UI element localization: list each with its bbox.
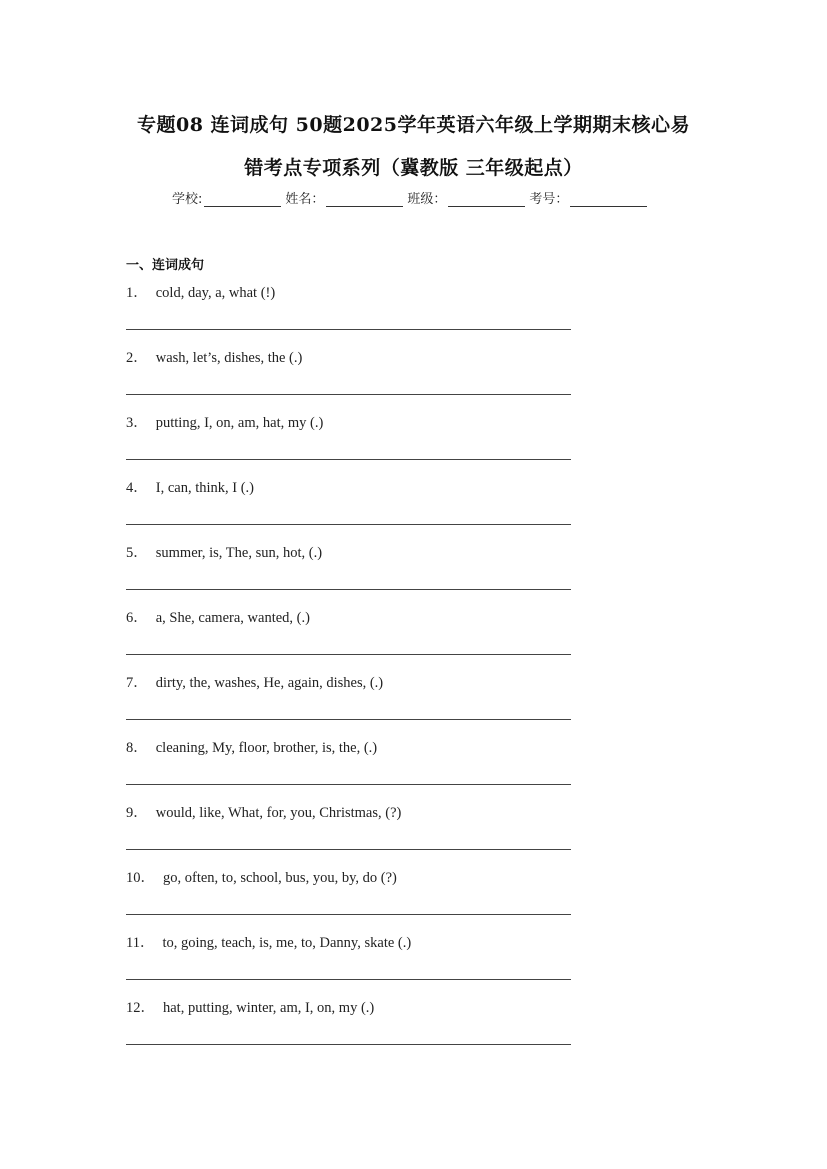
question-number: 11． <box>126 935 155 951</box>
name-label: 姓名： <box>285 192 325 207</box>
page-title-line-2: 错考点专项系列（冀教版 三年级起点） <box>244 157 583 179</box>
question-number: 10． <box>126 870 155 886</box>
question-text <box>126 931 411 952</box>
question-number: 1． <box>126 285 148 301</box>
question-text <box>126 346 302 367</box>
answer-line[interactable] <box>126 459 571 460</box>
exam-number-label: 考号： <box>529 192 569 207</box>
answer-line[interactable] <box>126 654 571 655</box>
question-text <box>126 671 383 692</box>
question-item <box>126 476 586 541</box>
question-item <box>126 346 586 411</box>
question-number: 2． <box>126 350 148 366</box>
question-number: 4． <box>126 480 148 496</box>
student-info-row <box>172 188 651 207</box>
school-label: 学校: <box>172 192 203 207</box>
answer-line[interactable] <box>126 394 571 395</box>
answer-line[interactable] <box>126 914 571 915</box>
question-item <box>126 606 586 671</box>
question-text <box>126 476 254 497</box>
question-words: cleaning, My, floor, brother, is, the, (.) <box>155 740 378 756</box>
question-number: 6． <box>126 610 148 626</box>
question-words: go, often, to, school, bus, you, by, do (?) <box>163 870 397 886</box>
question-text <box>126 996 374 1017</box>
school-blank[interactable] <box>204 192 281 207</box>
question-item <box>126 801 586 866</box>
question-item <box>126 411 586 476</box>
school-field <box>172 188 283 207</box>
answer-line[interactable] <box>126 979 571 980</box>
question-words: hat, putting, winter, am, I, on, my (.) <box>163 1000 375 1016</box>
question-text <box>126 866 397 887</box>
question-words: a, She, camera, wanted, (.) <box>155 610 310 626</box>
question-number: 3． <box>126 415 148 431</box>
question-number: 7． <box>126 675 148 691</box>
question-text <box>126 411 323 432</box>
question-item <box>126 671 586 736</box>
question-item <box>126 866 586 931</box>
answer-line[interactable] <box>126 524 571 525</box>
class-field <box>407 188 527 207</box>
question-words: dirty, the, washes, He, again, dishes, (.) <box>155 675 384 691</box>
question-words: I, can, think, I (.) <box>155 480 254 496</box>
exam-number-blank[interactable] <box>570 192 647 207</box>
exam-number-field <box>529 188 649 207</box>
answer-line[interactable] <box>126 329 571 330</box>
question-text <box>126 541 322 562</box>
class-blank[interactable] <box>448 192 525 207</box>
answer-line[interactable] <box>126 1044 571 1045</box>
section-heading: 一、连词成句 <box>126 258 205 273</box>
name-field <box>285 188 405 207</box>
question-words: to, going, teach, is, me, to, Danny, skate (.) <box>162 935 412 951</box>
question-words: summer, is, The, sun, hot, (.) <box>155 545 323 561</box>
answer-line[interactable] <box>126 719 571 720</box>
question-text <box>126 606 310 627</box>
answer-line[interactable] <box>126 849 571 850</box>
question-text <box>126 281 275 302</box>
class-label: 班级： <box>407 192 447 207</box>
question-words: cold, day, a, what (!) <box>155 285 276 301</box>
question-words: wash, let’s, dishes, the (.) <box>155 350 303 366</box>
question-number: 8． <box>126 740 148 756</box>
question-number: 5． <box>126 545 148 561</box>
question-text <box>126 736 377 757</box>
answer-line[interactable] <box>126 784 571 785</box>
name-blank[interactable] <box>326 192 403 207</box>
question-item <box>126 736 586 801</box>
question-item <box>126 541 586 606</box>
page-title-line-1: 专题08 连词成句 50题2025学年英语六年级上学期期末核心易 <box>137 114 690 136</box>
question-text <box>126 801 401 822</box>
question-item <box>126 281 586 346</box>
question-number: 9． <box>126 805 148 821</box>
question-list <box>126 281 586 1061</box>
question-words: would, like, What, for, you, Christmas, (?) <box>155 805 402 821</box>
question-words: putting, I, on, am, hat, my (.) <box>155 415 324 431</box>
answer-line[interactable] <box>126 589 571 590</box>
question-number: 12． <box>126 1000 155 1016</box>
question-item <box>126 931 586 996</box>
question-item <box>126 996 586 1061</box>
